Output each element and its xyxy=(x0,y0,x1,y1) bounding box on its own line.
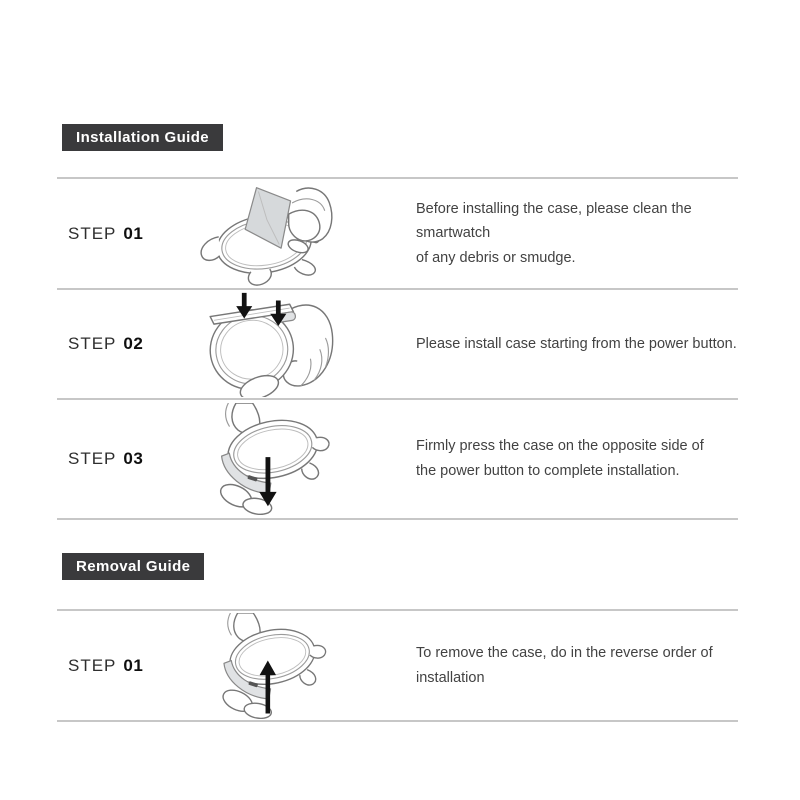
content-column xyxy=(57,0,738,722)
removal-guide-title: Removal Guide xyxy=(62,553,204,580)
step-label xyxy=(57,656,186,676)
description-line: Please install case starting from the power button. xyxy=(416,335,737,352)
description-line: To remove the case, do in the reverse order of installation xyxy=(416,644,713,686)
press-case-illustration xyxy=(186,403,346,515)
clean-smartwatch-icon xyxy=(188,182,344,286)
step-description xyxy=(346,197,738,271)
installation-steps xyxy=(57,177,738,520)
step-description xyxy=(346,434,738,483)
step-word: STEP xyxy=(68,223,117,243)
removal-steps xyxy=(57,609,738,722)
description-line: the power button to complete installation. xyxy=(416,463,680,479)
installation-guide-title: Installation Guide xyxy=(62,124,223,151)
remove-case-illustration xyxy=(186,613,346,719)
step-word: STEP xyxy=(68,655,117,675)
press-case-icon xyxy=(191,403,341,515)
step-description xyxy=(346,332,738,357)
step-label xyxy=(57,224,186,244)
description-line: Firmly press the case on the opposite side of xyxy=(416,438,704,455)
install-case-icon xyxy=(191,291,341,397)
description-line: of any debris or smudge. xyxy=(416,249,576,266)
step-label xyxy=(57,449,186,469)
step-number: 01 xyxy=(123,655,144,675)
installation-step-3-row xyxy=(57,398,738,518)
remove-case-icon xyxy=(191,613,341,719)
step-number: 02 xyxy=(123,334,144,353)
step-word: STEP xyxy=(68,334,117,353)
installation-step-2-row xyxy=(57,288,738,398)
description-line: Before installing the case, please clean the smartwatch xyxy=(416,200,692,242)
step-number: 03 xyxy=(123,449,144,468)
installation-step-1-row xyxy=(57,177,738,288)
removal-step-1-row xyxy=(57,609,738,720)
clean-smartwatch-illustration xyxy=(186,182,346,286)
install-case-illustration xyxy=(186,291,346,397)
step-word: STEP xyxy=(68,449,117,468)
step-description xyxy=(346,641,738,690)
step-number: 01 xyxy=(123,223,144,243)
step-label xyxy=(57,334,186,354)
